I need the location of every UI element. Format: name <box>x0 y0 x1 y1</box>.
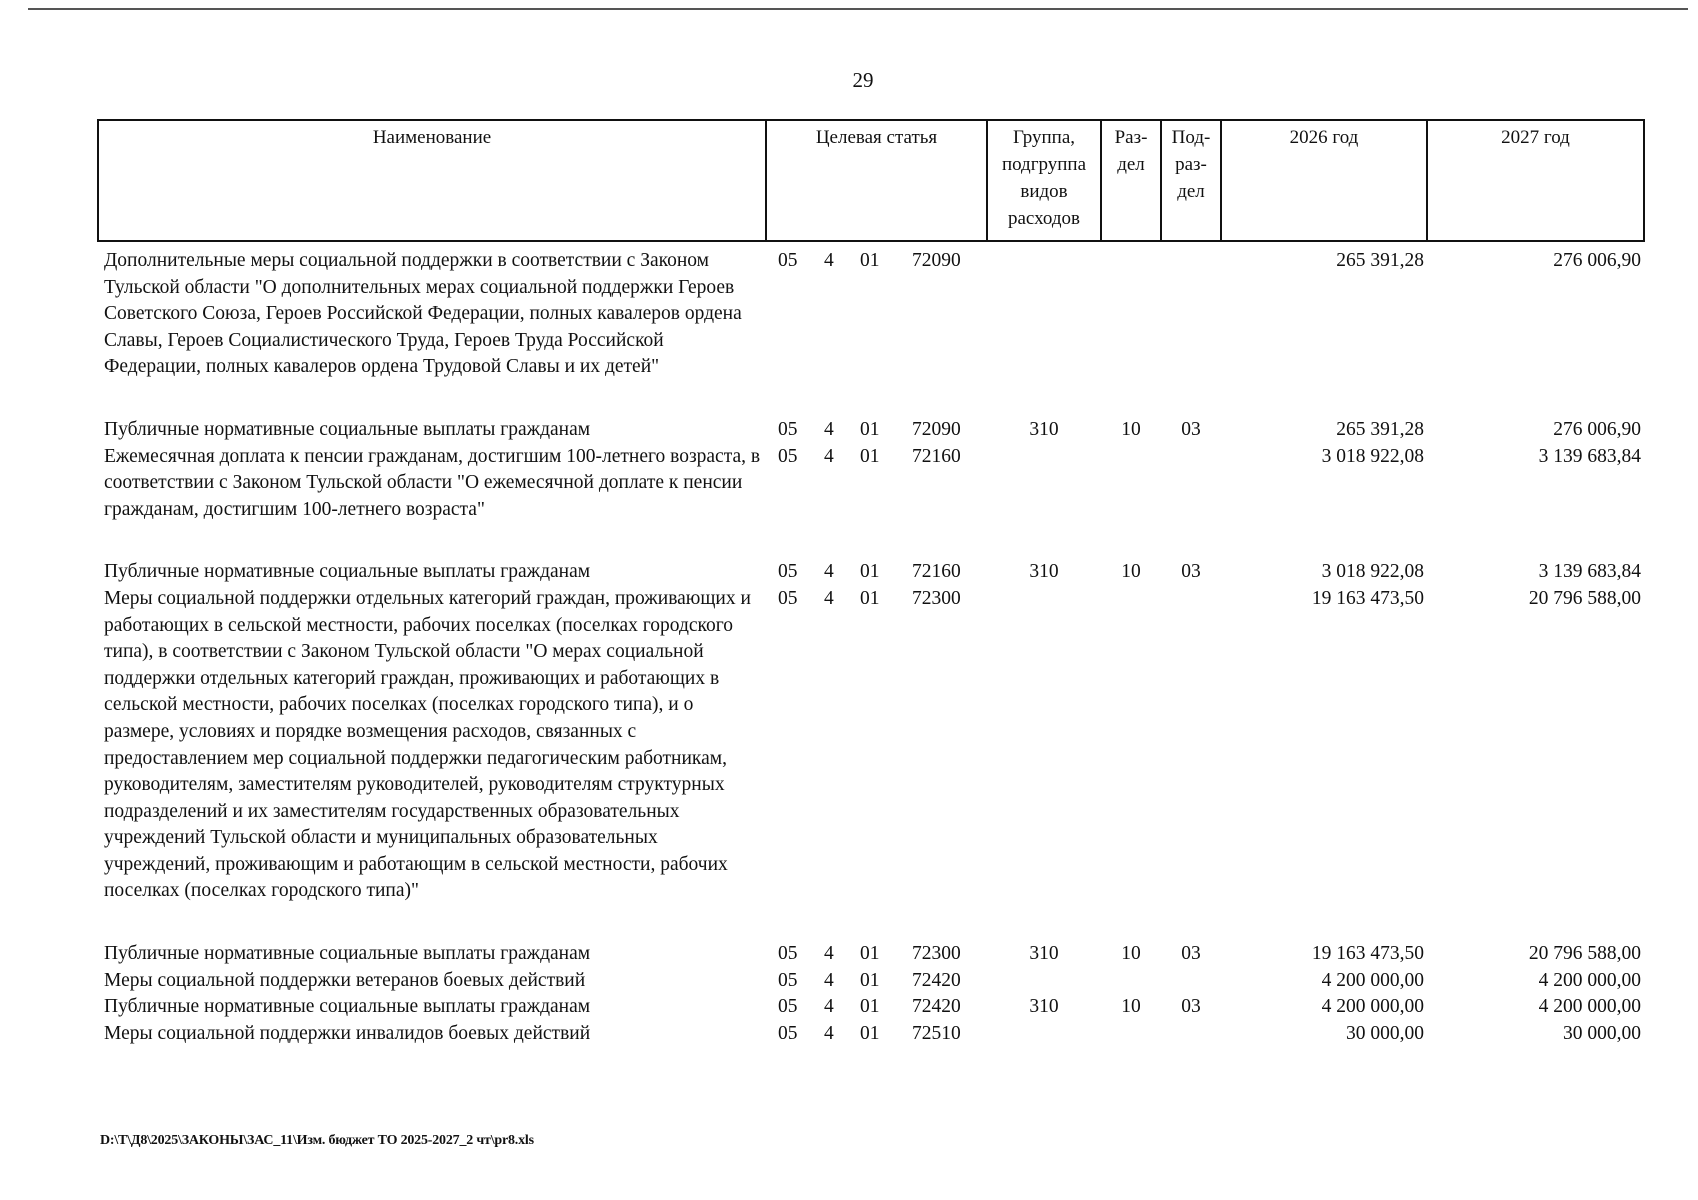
row-amount-2026: 265 391,28 <box>1336 418 1424 440</box>
table-row <box>98 968 1644 995</box>
ts-subprogram: 01 <box>860 418 880 440</box>
row-group: 310 <box>1029 561 1059 583</box>
row-section <box>1101 444 1161 560</box>
header-year-2026: 2026 год <box>1221 120 1427 241</box>
row-target-code <box>766 241 987 417</box>
row-section <box>1101 586 1161 941</box>
row-amount-2026: 19 163 473,50 <box>1311 943 1424 965</box>
row-group: 310 <box>1029 943 1059 965</box>
row-group: 310 <box>1029 996 1059 1018</box>
row-section <box>1101 968 1161 995</box>
row-name: Меры социальной поддержки инвалидов боевых действий <box>104 1022 591 1044</box>
ts-subprogram: 01 <box>860 250 880 271</box>
row-subsection: 03 <box>1181 561 1201 583</box>
header-group: Группа, подгруппа видов расходов <box>987 120 1101 241</box>
row-group <box>987 968 1101 995</box>
row-subsection: 03 <box>1181 943 1201 965</box>
ts-program: 05 <box>778 418 798 440</box>
ts-direction: 72160 <box>912 445 961 467</box>
ts-direction: 72510 <box>912 1022 961 1044</box>
row-amount-2027: 30 000,00 <box>1563 1022 1641 1044</box>
ts-program: 05 <box>778 943 798 965</box>
ts-direction: 72300 <box>912 587 961 609</box>
row-section: 10 <box>1121 996 1141 1018</box>
page-number: 29 <box>852 68 874 92</box>
row-target-code <box>766 586 987 941</box>
row-amount-2026: 30 000,00 <box>1346 1022 1424 1044</box>
row-amount-2027: 4 200 000,00 <box>1538 996 1641 1018</box>
ts-direction: 72090 <box>912 418 961 440</box>
row-name: Публичные нормативные социальные выплаты гражданам <box>104 996 591 1018</box>
table-row <box>98 417 1644 444</box>
row-group <box>987 444 1101 560</box>
ts-program: 05 <box>778 445 798 467</box>
row-section: 10 <box>1121 943 1141 965</box>
table-row <box>98 241 1644 417</box>
row-target-code <box>766 941 987 968</box>
header-subsection: Под- раз- дел <box>1161 120 1221 241</box>
row-target-code <box>766 968 987 995</box>
ts-program: 05 <box>778 587 798 609</box>
row-amount-2026: 4 200 000,00 <box>1321 969 1424 991</box>
row-target-code <box>766 994 987 1021</box>
ts-subprogram: 01 <box>860 969 880 991</box>
row-target-code <box>766 1021 987 1048</box>
row-section <box>1101 241 1161 417</box>
ts-type: 4 <box>824 969 834 991</box>
row-name: Меры социальной поддержки ветеранов боевых действий <box>104 969 586 991</box>
row-amount-2027: 20 796 588,00 <box>1528 943 1641 965</box>
ts-program: 05 <box>778 561 798 583</box>
header-name: Наименование <box>98 120 766 241</box>
row-amount-2026: 4 200 000,00 <box>1321 996 1424 1018</box>
row-subsection: 03 <box>1181 996 1201 1018</box>
row-amount-2026: 3 018 922,08 <box>1321 445 1424 467</box>
table-row <box>98 559 1644 586</box>
row-amount-2027: 276 006,90 <box>1553 418 1641 440</box>
top-rule <box>28 8 1688 10</box>
row-name: Меры социальной поддержки отдельных категорий граждан, проживающих и работающих в сельской местности, рабочих поселках (поселках городского типа), в соответствии с Законом Тульской области "О мерах социальной поддержки отдельных категорий граждан, проживающих и работающих в сельской местности, рабочих поселках (поселках городского типа), и о размере, условиях и порядке возмещения расходов, связанных с предоставлением мер социальной поддержки педагогическим работникам, руководителям, заместителям руководителей, руководителям структурных подразделений и их заместителям государственных образовательных учреждений Тульской области и муниципальных образовательных учреждений, проживающим и работающим в сельской местности, рабочих поселках (поселках городского типа)" <box>104 587 751 902</box>
row-section: 10 <box>1121 561 1141 583</box>
row-subsection <box>1161 1021 1221 1048</box>
ts-program: 05 <box>778 969 798 991</box>
row-amount-2027: 4 200 000,00 <box>1538 969 1641 991</box>
table-row <box>98 586 1644 941</box>
ts-direction: 72420 <box>912 969 961 991</box>
table-row <box>98 994 1644 1021</box>
row-group <box>987 586 1101 941</box>
header-year-2027: 2027 год <box>1427 120 1644 241</box>
row-amount-2027: 20 796 588,00 <box>1528 587 1641 609</box>
row-subsection <box>1161 241 1221 417</box>
row-amount-2026: 3 018 922,08 <box>1321 561 1424 583</box>
row-subsection <box>1161 968 1221 995</box>
row-amount-2026: 19 163 473,50 <box>1311 587 1424 609</box>
ts-type: 4 <box>824 1022 834 1044</box>
ts-program: 05 <box>778 1022 798 1044</box>
row-name: Публичные нормативные социальные выплаты гражданам <box>104 561 591 583</box>
row-group: 310 <box>1029 418 1059 440</box>
ts-direction: 72090 <box>912 250 961 271</box>
ts-type: 4 <box>824 996 834 1018</box>
ts-type: 4 <box>824 250 834 271</box>
table-row <box>98 444 1644 560</box>
ts-subprogram: 01 <box>860 561 880 583</box>
row-subsection: 03 <box>1181 418 1201 440</box>
row-name: Ежемесячная доплата к пенсии гражданам, достигшим 100-летнего возраста, в соответствии с Законом Тульской области "О ежемесячной доплате к пенсии гражданам, достигшим 100-летнего возраста" <box>104 445 761 520</box>
ts-direction: 72300 <box>912 943 961 965</box>
ts-type: 4 <box>824 943 834 965</box>
table-row <box>98 1021 1644 1048</box>
ts-type: 4 <box>824 418 834 440</box>
header-section: Раз- дел <box>1101 120 1161 241</box>
ts-subprogram: 01 <box>860 445 880 467</box>
ts-type: 4 <box>824 445 834 467</box>
row-section: 10 <box>1121 418 1141 440</box>
row-amount-2027: 3 139 683,84 <box>1538 561 1641 583</box>
row-name: Публичные нормативные социальные выплаты гражданам <box>104 418 591 440</box>
row-group <box>987 1021 1101 1048</box>
table-row <box>98 941 1644 968</box>
file-path-footer: D:\Т\Д8\2025\ЗАКОНЫ\ЗАС_11\Изм. бюджет ТО 2025-2027_2 чт\pr8.xls <box>100 1133 534 1148</box>
row-target-code <box>766 559 987 586</box>
row-target-code <box>766 417 987 444</box>
ts-subprogram: 01 <box>860 587 880 609</box>
row-subsection <box>1161 586 1221 941</box>
row-group <box>987 241 1101 417</box>
ts-direction: 72160 <box>912 561 961 583</box>
header-row <box>98 120 1644 241</box>
ts-type: 4 <box>824 561 834 583</box>
row-amount-2027: 3 139 683,84 <box>1538 445 1641 467</box>
row-name: Дополнительные меры социальной поддержки в соответствии с Законом Тульской области "О дополнительных мерах социальной поддержки Героев Советского Союза, Героев Российской Федерации, полных кавалеров ордена Славы, Героев Социалистического Труда, Героев Труда Российской Федерации, полных кавалеров ордена Трудовой Славы и их детей" <box>104 250 742 378</box>
row-amount-2027: 276 006,90 <box>1553 250 1641 271</box>
ts-subprogram: 01 <box>860 1022 880 1044</box>
ts-program: 05 <box>778 996 798 1018</box>
row-section <box>1101 1021 1161 1048</box>
row-target-code <box>766 444 987 560</box>
ts-subprogram: 01 <box>860 943 880 965</box>
ts-program: 05 <box>778 250 798 271</box>
row-subsection <box>1161 444 1221 560</box>
row-name: Публичные нормативные социальные выплаты гражданам <box>104 943 591 965</box>
header-target: Целевая статья <box>766 120 987 241</box>
ts-type: 4 <box>824 587 834 609</box>
budget-table <box>97 119 1645 1047</box>
ts-direction: 72420 <box>912 996 961 1018</box>
row-amount-2026: 265 391,28 <box>1336 250 1424 271</box>
ts-subprogram: 01 <box>860 996 880 1018</box>
